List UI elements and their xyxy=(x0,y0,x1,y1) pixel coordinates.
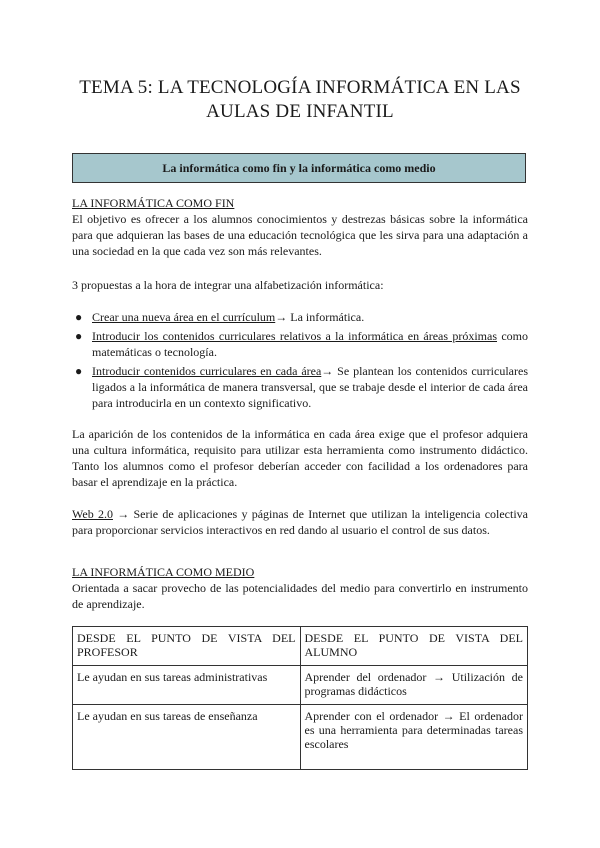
bullet-icon: ● xyxy=(75,364,83,378)
comparison-table xyxy=(72,626,528,770)
proposal-link: Introducir contenidos curriculares en cada área xyxy=(92,364,322,378)
section1-intro: El objetivo es ofrecer a los alumnos conocimientos y destrezas básicas sobre la informática para que adquieran las bases de una educación tecnológica que les sirva para una adaptación a una sociedad en la que cada vez son más relevantes. xyxy=(72,212,528,258)
table-cell: Le ayudan en sus tareas administrativas xyxy=(73,666,301,705)
bullet-icon: ● xyxy=(75,310,83,324)
document-title: TEMA 5: LA TECNOLOGÍA INFORMÁTICA EN LAS AULAS DE INFANTIL xyxy=(79,77,521,122)
table-header-row xyxy=(73,627,528,666)
proposals-list xyxy=(72,309,528,411)
proposal-text: → Se plantean los contenidos curriculares ligados a la informática de manera transversal, que se trabaje desde el interior de cada área para introducirla en un contexto significativo. xyxy=(92,364,528,410)
proposal-text: como matemáticas o tecnología. xyxy=(92,329,528,359)
table-header-cell: DESDE EL PUNTO DE VISTA DEL ALUMNO xyxy=(300,627,528,666)
section1-para2: La aparición de los contenidos de la informática en cada área exige que el profesor adquiera una cultura informática, requisito para utilizar esta herramienta como instrumento didáctico. Tanto los alumnos como el profesor deberían acceder con facilidad a los ordenadores para basar el aprendizaje en la práctica. xyxy=(72,427,528,489)
section2-intro: Orientada a sacar provecho de las potencialidades del medio para convertirlo en instrumento de aprendizaje. xyxy=(72,581,528,611)
table-cell: Le ayudan en sus tareas de enseñanza xyxy=(73,705,301,770)
list-item xyxy=(72,328,528,360)
table-cell: Aprender del ordenador → Utilización de programas didácticos xyxy=(300,666,528,705)
section-informatica-medio xyxy=(72,564,528,770)
section-banner xyxy=(72,153,526,183)
list-item xyxy=(72,363,528,411)
table-row xyxy=(73,666,528,705)
table-row xyxy=(73,705,528,770)
proposals-intro: 3 propuestas a la hora de integrar una alfabetización informática: xyxy=(72,278,384,292)
table-header-cell: DESDE EL PUNTO DE VISTA DEL PROFESOR xyxy=(73,627,301,666)
banner-text: La informática como fin y la informática como medio xyxy=(162,160,436,175)
table-cell: Aprender con el ordenador → El ordenador es una herramienta para determinadas tareas escolares xyxy=(300,705,528,770)
proposal-link: Introducir los contenidos curriculares relativos a la informática en áreas próximas xyxy=(92,329,498,343)
section2-heading: LA INFORMÁTICA COMO MEDIO xyxy=(72,565,255,579)
proposal-text: → La informática. xyxy=(275,310,365,324)
list-item xyxy=(72,309,528,325)
web-definition xyxy=(72,506,528,538)
proposal-link: Crear una nueva área en el currículum xyxy=(92,310,276,324)
section-informatica-fin xyxy=(72,195,528,538)
bullet-icon: ● xyxy=(75,329,83,343)
web-def-text: → Serie de aplicaciones y páginas de Internet que utilizan la inteligencia colectiva para proporcionar servicios interactivos en red dando al usuario el control de sus datos. xyxy=(72,507,528,537)
section1-heading: LA INFORMÁTICA COMO FIN xyxy=(72,196,235,210)
web-term: Web 2.0 xyxy=(72,507,113,521)
